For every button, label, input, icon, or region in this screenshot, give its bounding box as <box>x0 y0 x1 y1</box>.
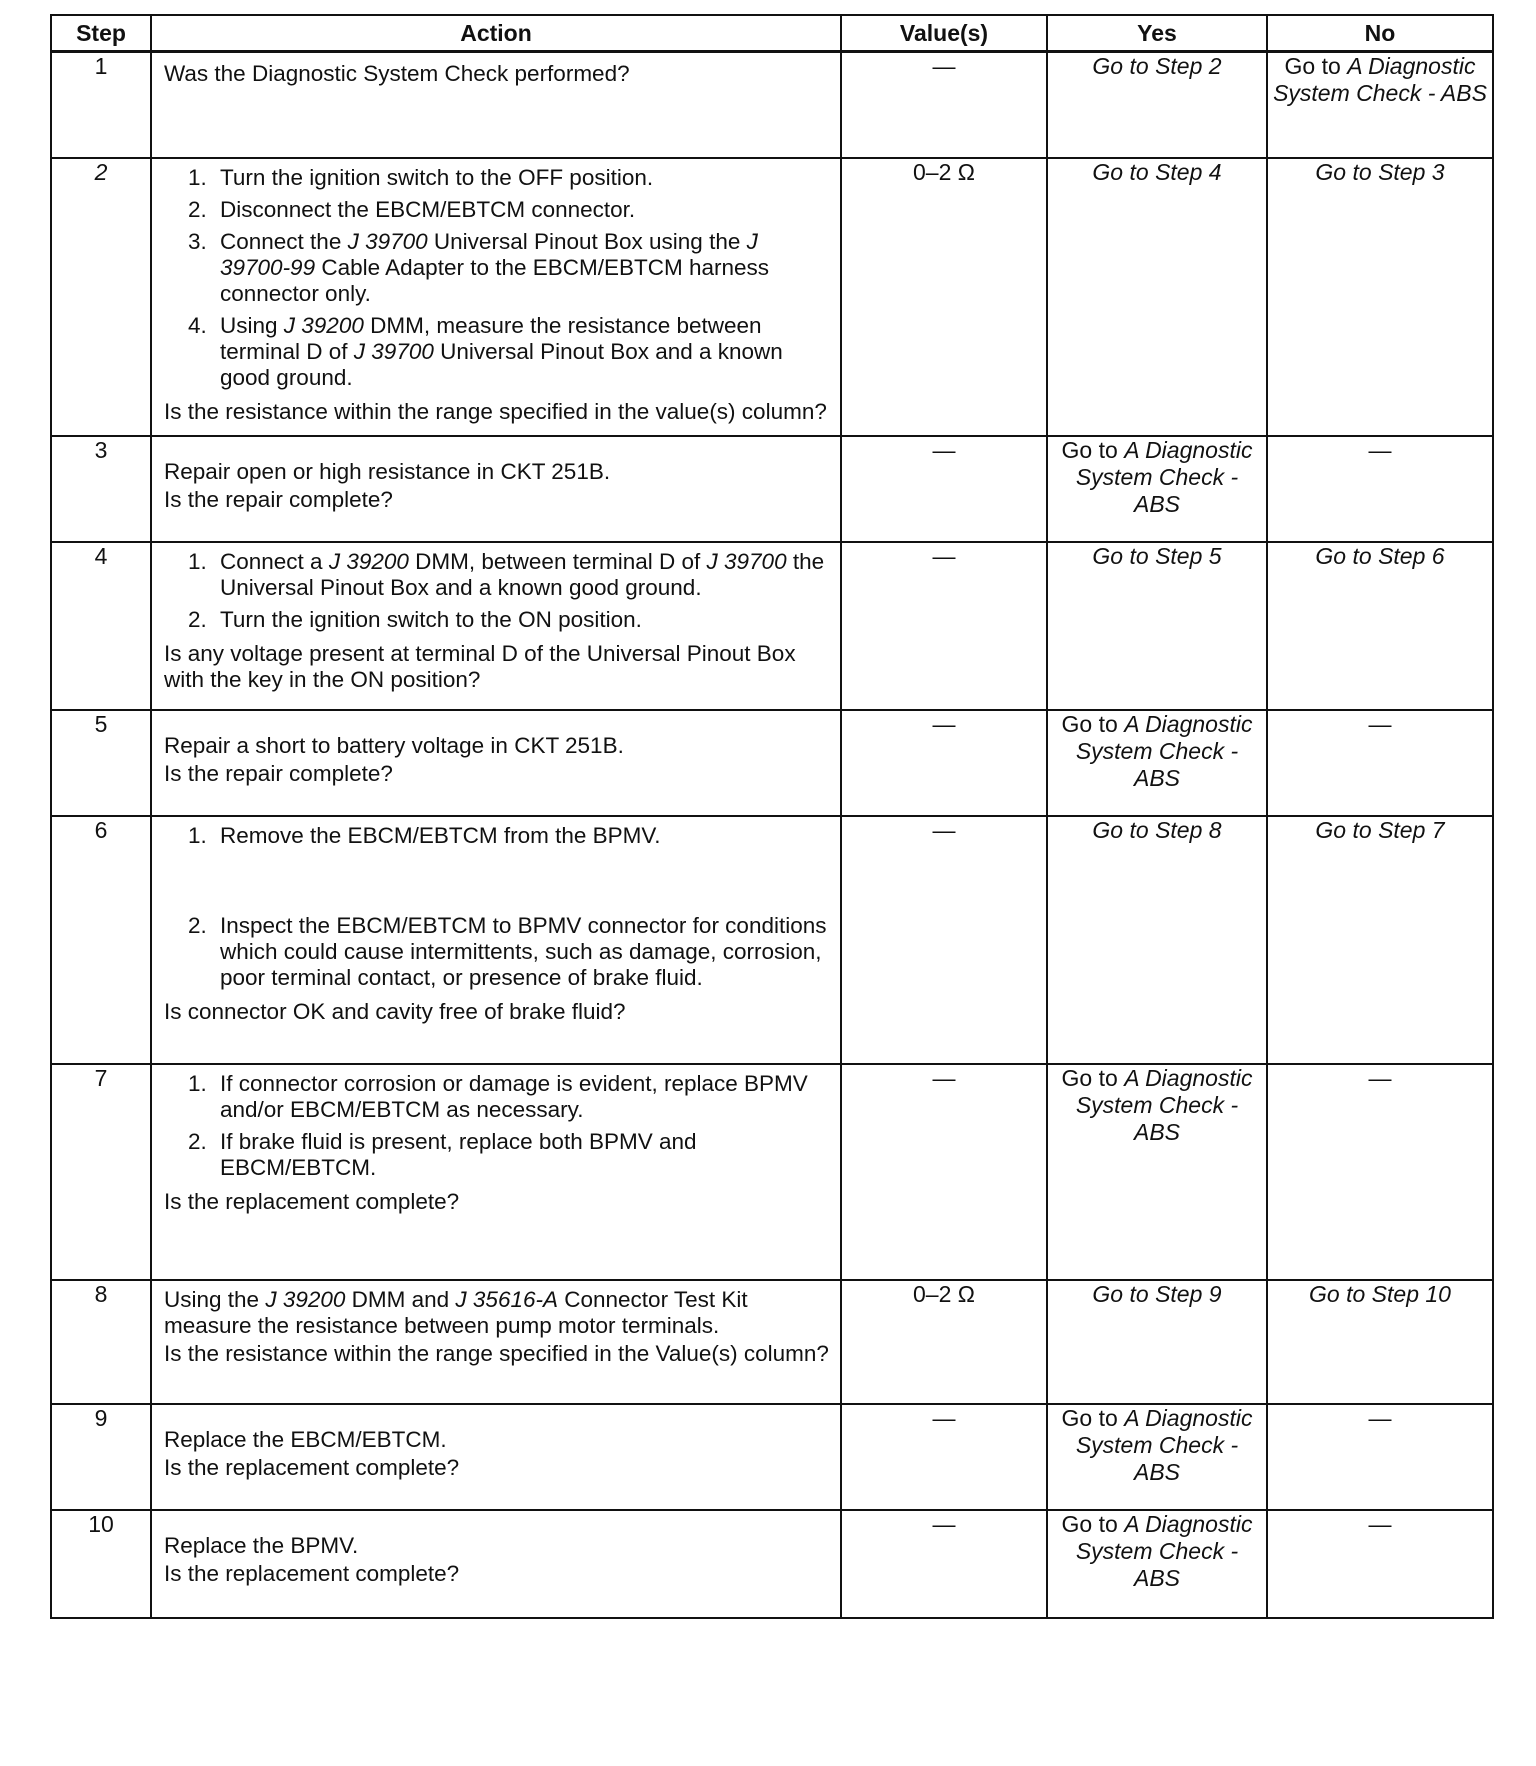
yes-cell: Go to Step 4 <box>1047 158 1267 436</box>
table-row <box>51 436 1493 542</box>
no-cell: Go to A Diagnostic System Check - ABS <box>1267 52 1493 158</box>
action-cell <box>151 1404 841 1510</box>
no-cell: Go to Step 10 <box>1267 1280 1493 1404</box>
table-row <box>51 542 1493 710</box>
value-cell: — <box>841 542 1047 710</box>
no-cell: — <box>1267 1064 1493 1280</box>
step-number: 6 <box>51 816 151 1064</box>
value-cell: — <box>841 710 1047 816</box>
yes-cell: Go to Step 9 <box>1047 1280 1267 1404</box>
step-number: 8 <box>51 1280 151 1404</box>
action-item: 2. Turn the ignition switch to the ON position. <box>188 606 642 632</box>
table-row <box>51 158 1493 436</box>
action-item: 2. If brake fluid is present, replace both BPMV and EBCM/EBTCM. <box>188 1128 697 1180</box>
action-cell <box>151 436 841 542</box>
action-question: Is any voltage present at terminal D of the Universal Pinout Box with the key in the ON position? <box>164 640 796 692</box>
diagnostic-table <box>50 14 1494 1619</box>
action-question: Is the replacement complete? <box>164 1454 460 1480</box>
header-yes: Yes <box>1047 15 1267 52</box>
action-text: Using the J 39200 DMM and J 35616-A Connector Test Kit measure the resistance between pump motor terminals. <box>164 1286 748 1338</box>
header-action: Action <box>151 15 841 52</box>
yes-cell: Go to Step 5 <box>1047 542 1267 710</box>
step-number: 3 <box>51 436 151 542</box>
yes-cell: Go to A Diagnostic System Check - ABS <box>1047 710 1267 816</box>
no-cell: Go to Step 6 <box>1267 542 1493 710</box>
action-item: 4. Using J 39200 DMM, measure the resistance between terminal D of J 39700 Universal Pinout Box and a known good ground. <box>188 312 783 390</box>
value-cell: — <box>841 1404 1047 1510</box>
action-cell <box>151 1510 841 1618</box>
table-row <box>51 816 1493 1064</box>
action-item: 2. Inspect the EBCM/EBTCM to BPMV connector for conditions which could cause intermittents, such as damage, corrosion, poor terminal contact, or presence of brake fluid. <box>188 912 827 990</box>
header-values: Value(s) <box>841 15 1047 52</box>
action-item: 1. Connect a J 39200 DMM, between terminal D of J 39700 the Universal Pinout Box and a known good ground. <box>188 548 825 600</box>
action-cell <box>151 158 841 436</box>
table-row <box>51 1404 1493 1510</box>
no-cell: Go to Step 3 <box>1267 158 1493 436</box>
table-row <box>51 1064 1493 1280</box>
header-no: No <box>1267 15 1493 52</box>
header-step: Step <box>51 15 151 52</box>
action-question: Is the repair complete? <box>164 486 393 512</box>
action-cell <box>151 816 841 1064</box>
no-cell: — <box>1267 1404 1493 1510</box>
header-row <box>51 15 1493 52</box>
action-cell <box>151 52 841 158</box>
action-question: Was the Diagnostic System Check performed? <box>164 61 630 86</box>
action-question: Is the repair complete? <box>164 760 393 786</box>
value-cell: 0–2 Ω <box>841 158 1047 436</box>
yes-cell: Go to Step 2 <box>1047 52 1267 158</box>
action-text: Replace the BPMV. <box>164 1532 359 1558</box>
no-cell: Go to Step 7 <box>1267 816 1493 1064</box>
step-number: 5 <box>51 710 151 816</box>
action-text: Repair open or high resistance in CKT 251B. <box>164 458 611 484</box>
table-row <box>51 1280 1493 1404</box>
yes-cell: Go to A Diagnostic System Check - ABS <box>1047 1404 1267 1510</box>
no-cell: — <box>1267 710 1493 816</box>
table-row <box>51 1510 1493 1618</box>
action-question: Is connector OK and cavity free of brake fluid? <box>164 998 626 1024</box>
no-cell: — <box>1267 436 1493 542</box>
action-item: 1. If connector corrosion or damage is evident, replace BPMV and/or EBCM/EBTCM as necessary. <box>188 1070 808 1122</box>
action-question: Is the resistance within the range specified in the Value(s) column? <box>164 1340 829 1366</box>
action-question: Is the replacement complete? <box>164 1560 460 1586</box>
table-row <box>51 710 1493 816</box>
step-number: 7 <box>51 1064 151 1280</box>
action-question: Is the resistance within the range specified in the value(s) column? <box>164 398 827 424</box>
action-cell <box>151 1280 841 1404</box>
value-cell: — <box>841 1064 1047 1280</box>
value-cell: — <box>841 816 1047 1064</box>
action-question: Is the replacement complete? <box>164 1188 460 1214</box>
action-cell <box>151 1064 841 1280</box>
value-cell: — <box>841 1510 1047 1618</box>
value-cell: — <box>841 436 1047 542</box>
table-row <box>51 52 1493 158</box>
step-number: 2 <box>51 158 151 436</box>
value-cell: 0–2 Ω <box>841 1280 1047 1404</box>
step-number: 9 <box>51 1404 151 1510</box>
step-number: 4 <box>51 542 151 710</box>
action-text: Repair a short to battery voltage in CKT 251B. <box>164 732 624 758</box>
action-text: Replace the EBCM/EBTCM. <box>164 1426 447 1452</box>
action-item: 1. Turn the ignition switch to the OFF position. <box>188 164 654 190</box>
yes-cell: Go to A Diagnostic System Check - ABS <box>1047 1510 1267 1618</box>
value-cell: — <box>841 52 1047 158</box>
step-number: 10 <box>51 1510 151 1618</box>
action-item: 1. Remove the EBCM/EBTCM from the BPMV. <box>188 822 661 848</box>
yes-cell: Go to A Diagnostic System Check - ABS <box>1047 436 1267 542</box>
yes-cell: Go to A Diagnostic System Check - ABS <box>1047 1064 1267 1280</box>
action-item: 2. Disconnect the EBCM/EBTCM connector. <box>188 196 636 222</box>
no-cell: — <box>1267 1510 1493 1618</box>
yes-cell: Go to Step 8 <box>1047 816 1267 1064</box>
action-cell <box>151 710 841 816</box>
step-number: 1 <box>51 52 151 158</box>
action-item: 3. Connect the J 39700 Universal Pinout Box using the J 39700-99 Cable Adapter to the EBCM/EBTCM harness connector only. <box>188 228 770 306</box>
action-cell <box>151 542 841 710</box>
